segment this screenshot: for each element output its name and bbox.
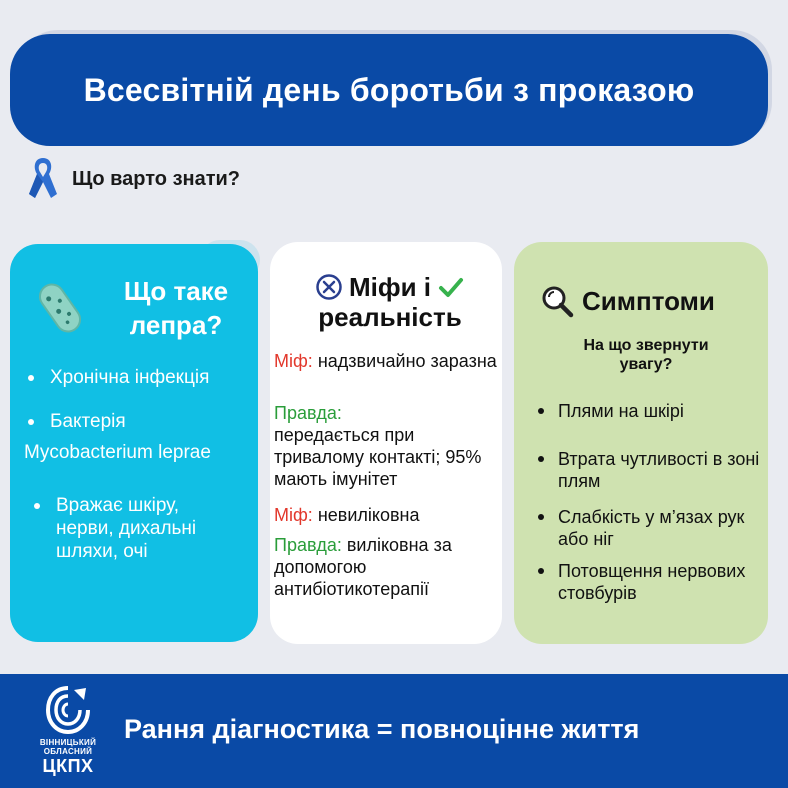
- right-card-subtitle: На що звернути увагу?: [583, 337, 709, 373]
- list-item: Слабкість у м’язах рук або ніг: [534, 506, 760, 550]
- list-item: Бактерія: [24, 410, 126, 433]
- list-item: Плями на шкірі: [534, 400, 760, 422]
- logo-mark-icon: [44, 684, 92, 736]
- list-item: Потовщення нервових стовбурів: [534, 560, 760, 604]
- middle-card-header: [290, 272, 490, 332]
- list-item-continuation: Mycobacterium leprae: [24, 442, 211, 463]
- right-card-title: Симптоми: [582, 285, 715, 316]
- myth-entry: [274, 350, 498, 372]
- truth-entry: [274, 534, 498, 600]
- footer-slogan: Рання діагностика = повноцінне життя: [124, 714, 640, 744]
- middle-card-title-line2: реальність: [318, 302, 462, 332]
- logo-line2: ОБЛАСНИЙ: [43, 747, 93, 756]
- myth-text: невиліковна: [312, 505, 420, 525]
- list-item: Втрата чутливості в зоні плям: [534, 448, 760, 492]
- header-banner: [10, 34, 768, 146]
- middle-card-title-line1: Міфи і: [348, 272, 432, 302]
- bacteria-icon: [36, 278, 84, 338]
- myth-label: Міф:: [274, 351, 313, 371]
- truth-text: передається при тривалому контакті; 95% мають імунітет: [274, 425, 482, 489]
- truth-entry: [274, 402, 498, 490]
- right-card-header: [540, 284, 750, 318]
- subtitle-row: [26, 154, 240, 204]
- myth-label: Міф:: [274, 505, 313, 525]
- myth-text: надзвичайно заразна: [312, 351, 497, 371]
- truth-label: Правда:: [274, 403, 342, 423]
- logo-line1: ВІННИЦЬКИЙ: [39, 738, 97, 747]
- cross-circle-icon: [315, 273, 343, 301]
- subtitle-text: Що варто знати?: [72, 167, 241, 190]
- page-title: Всесвітній день боротьби з проказою: [83, 71, 695, 108]
- left-card-header: [36, 274, 246, 344]
- magnifier-icon: [540, 284, 574, 318]
- list-item: Хронічна інфекція: [24, 366, 209, 389]
- left-card-title: Що таке лепра?: [123, 276, 229, 340]
- truth-text: виліковна за допомогою антибіотикотерапії: [274, 535, 452, 599]
- logo-line3: ЦКПХ: [42, 756, 94, 776]
- logo: [28, 684, 108, 780]
- myth-entry: [274, 504, 498, 526]
- truth-label: Правда:: [274, 535, 342, 555]
- list-item: Вражає шкіру, нерви, дихальні шляхи, очі: [30, 494, 200, 563]
- ribbon-icon: [26, 154, 60, 204]
- check-icon: [437, 273, 465, 301]
